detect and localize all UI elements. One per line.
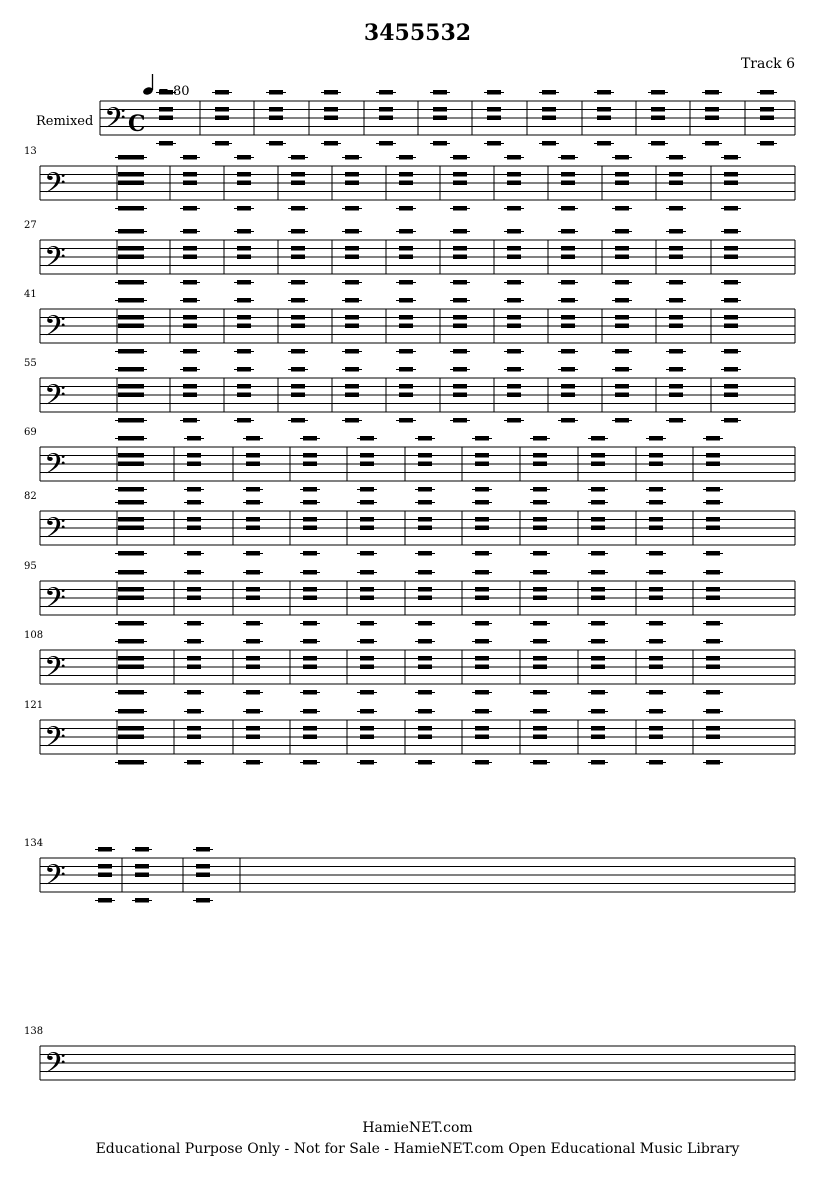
chord: [180, 367, 200, 423]
bass-clef-icon: 𝄢: [44, 310, 66, 350]
chord: [127, 436, 147, 492]
chord: [612, 298, 632, 354]
page-title: 3455532: [363, 20, 472, 46]
chord: [530, 500, 550, 556]
chord: [127, 570, 147, 626]
chord: [588, 436, 608, 492]
chord: [288, 155, 308, 211]
chord: [184, 500, 204, 556]
chord: [357, 709, 377, 765]
chord: [703, 570, 723, 626]
chord: [357, 639, 377, 695]
chord: [530, 570, 550, 626]
chord: [184, 639, 204, 695]
bass-clef-icon: 𝄢: [44, 582, 66, 622]
chord: [300, 639, 320, 695]
chord: [243, 709, 263, 765]
chord: [721, 229, 741, 285]
chord: [415, 709, 435, 765]
chord: [612, 229, 632, 285]
chord: [180, 229, 200, 285]
chord: [243, 436, 263, 492]
bass-clef-icon: 𝄢: [44, 721, 66, 761]
chord: [357, 436, 377, 492]
chord: [234, 298, 254, 354]
bass-clef-icon: 𝄢: [44, 379, 66, 419]
chord: [450, 229, 470, 285]
bass-clef-icon: 𝄢: [44, 651, 66, 691]
chord: [288, 229, 308, 285]
chord: [594, 90, 614, 146]
chord: [530, 436, 550, 492]
chord: [396, 229, 416, 285]
staff-system: [24, 146, 795, 211]
chord: [212, 90, 232, 146]
staff-system: [24, 491, 795, 556]
chord: [484, 90, 504, 146]
chord: [558, 229, 578, 285]
chord: [184, 436, 204, 492]
bass-clef-icon: 𝄢: [44, 448, 66, 488]
chord: [450, 155, 470, 211]
footer-notice: Educational Purpose Only - Not for Sale - HamieNET.com Open Educational Music Library: [95, 1141, 740, 1157]
chord: [612, 367, 632, 423]
chord: [472, 570, 492, 626]
chord: [184, 709, 204, 765]
chord: [504, 229, 524, 285]
chord: [288, 298, 308, 354]
measure-number: 82: [24, 491, 37, 502]
chord: [558, 155, 578, 211]
chord: [588, 709, 608, 765]
staff-system: [100, 90, 795, 146]
chord: [415, 639, 435, 695]
chord: [646, 436, 666, 492]
footer-site: HamieNET.com: [362, 1120, 473, 1136]
chord: [612, 155, 632, 211]
track-label: Track 6: [740, 56, 795, 72]
chord: [472, 500, 492, 556]
chord: [472, 436, 492, 492]
chord: [646, 709, 666, 765]
instrument-name: Remixed: [36, 114, 94, 129]
chord: [127, 639, 147, 695]
chord: [702, 90, 722, 146]
chord: [193, 847, 213, 903]
staff-system: [24, 561, 795, 626]
chord: [127, 367, 147, 423]
staff-system: [24, 1026, 795, 1087]
chord: [666, 155, 686, 211]
measure-number: 134: [24, 838, 44, 849]
chord: [266, 90, 286, 146]
measure-number: 95: [24, 561, 37, 572]
measure-number: 41: [24, 289, 37, 300]
chord: [180, 298, 200, 354]
chord: [539, 90, 559, 146]
chord: [132, 847, 152, 903]
chord: [300, 436, 320, 492]
staff-system: [24, 289, 795, 354]
chord: [504, 155, 524, 211]
tempo-note-icon: [142, 74, 154, 96]
chord: [288, 367, 308, 423]
chord: [450, 298, 470, 354]
time-signature: C: [128, 111, 146, 137]
chord: [300, 570, 320, 626]
staff-system: [24, 427, 795, 492]
staff-system: [24, 220, 795, 285]
chord: [530, 639, 550, 695]
chord: [757, 90, 777, 146]
chord: [588, 639, 608, 695]
staff-system: [24, 358, 795, 423]
chord: [300, 500, 320, 556]
measure-number: 69: [24, 427, 37, 438]
chord: [342, 298, 362, 354]
chord: [243, 570, 263, 626]
chord: [300, 709, 320, 765]
measure-number: 55: [24, 358, 37, 369]
chord: [648, 90, 668, 146]
chord: [342, 155, 362, 211]
chord: [703, 709, 723, 765]
chord: [646, 570, 666, 626]
chord: [646, 500, 666, 556]
chord: [430, 90, 450, 146]
staff-system: [24, 700, 795, 765]
chord: [666, 298, 686, 354]
chord: [450, 367, 470, 423]
chord: [357, 500, 377, 556]
chord: [376, 90, 396, 146]
chord: [357, 570, 377, 626]
chord: [703, 639, 723, 695]
chord: [703, 436, 723, 492]
chord: [558, 298, 578, 354]
chord: [321, 90, 341, 146]
bass-clef-icon: 𝄢: [44, 512, 66, 552]
chord: [721, 298, 741, 354]
chord: [234, 367, 254, 423]
chord: [588, 570, 608, 626]
chord: [666, 229, 686, 285]
chord: [396, 155, 416, 211]
chord: [95, 847, 115, 903]
chord: [234, 155, 254, 211]
chord: [666, 367, 686, 423]
chord: [415, 500, 435, 556]
chord: [721, 155, 741, 211]
bass-clef-icon: 𝄢: [44, 241, 66, 281]
chord: [127, 709, 147, 765]
chord: [234, 229, 254, 285]
chord: [396, 298, 416, 354]
chord: [703, 500, 723, 556]
chord: [472, 709, 492, 765]
chord: [415, 436, 435, 492]
chord: [646, 639, 666, 695]
chord: [184, 570, 204, 626]
staff-systems: [24, 90, 795, 1087]
bass-clef-icon: 𝄢: [44, 167, 66, 207]
chord: [721, 367, 741, 423]
chord: [415, 570, 435, 626]
measure-number: 108: [24, 630, 44, 641]
bass-clef-icon: 𝄢: [44, 1047, 66, 1087]
chord: [127, 155, 147, 211]
chord: [127, 298, 147, 354]
staff-system: [24, 630, 795, 695]
chord: [530, 709, 550, 765]
tempo-marking: = 80: [158, 84, 190, 99]
bass-clef-icon: 𝄢: [104, 102, 126, 142]
measure-number: 13: [24, 146, 37, 157]
chord: [472, 639, 492, 695]
staff-system: [24, 838, 795, 903]
bass-clef-icon: 𝄢: [44, 859, 66, 899]
chord: [558, 367, 578, 423]
chord: [342, 367, 362, 423]
chord: [588, 500, 608, 556]
chord: [180, 155, 200, 211]
chord: [127, 229, 147, 285]
chord: [504, 298, 524, 354]
chord: [243, 500, 263, 556]
chord: [342, 229, 362, 285]
chord: [243, 639, 263, 695]
chord: [504, 367, 524, 423]
chord: [396, 367, 416, 423]
measure-number: 138: [24, 1026, 44, 1037]
measure-number: 121: [24, 700, 44, 711]
measure-number: 27: [24, 220, 37, 231]
chord: [127, 500, 147, 556]
